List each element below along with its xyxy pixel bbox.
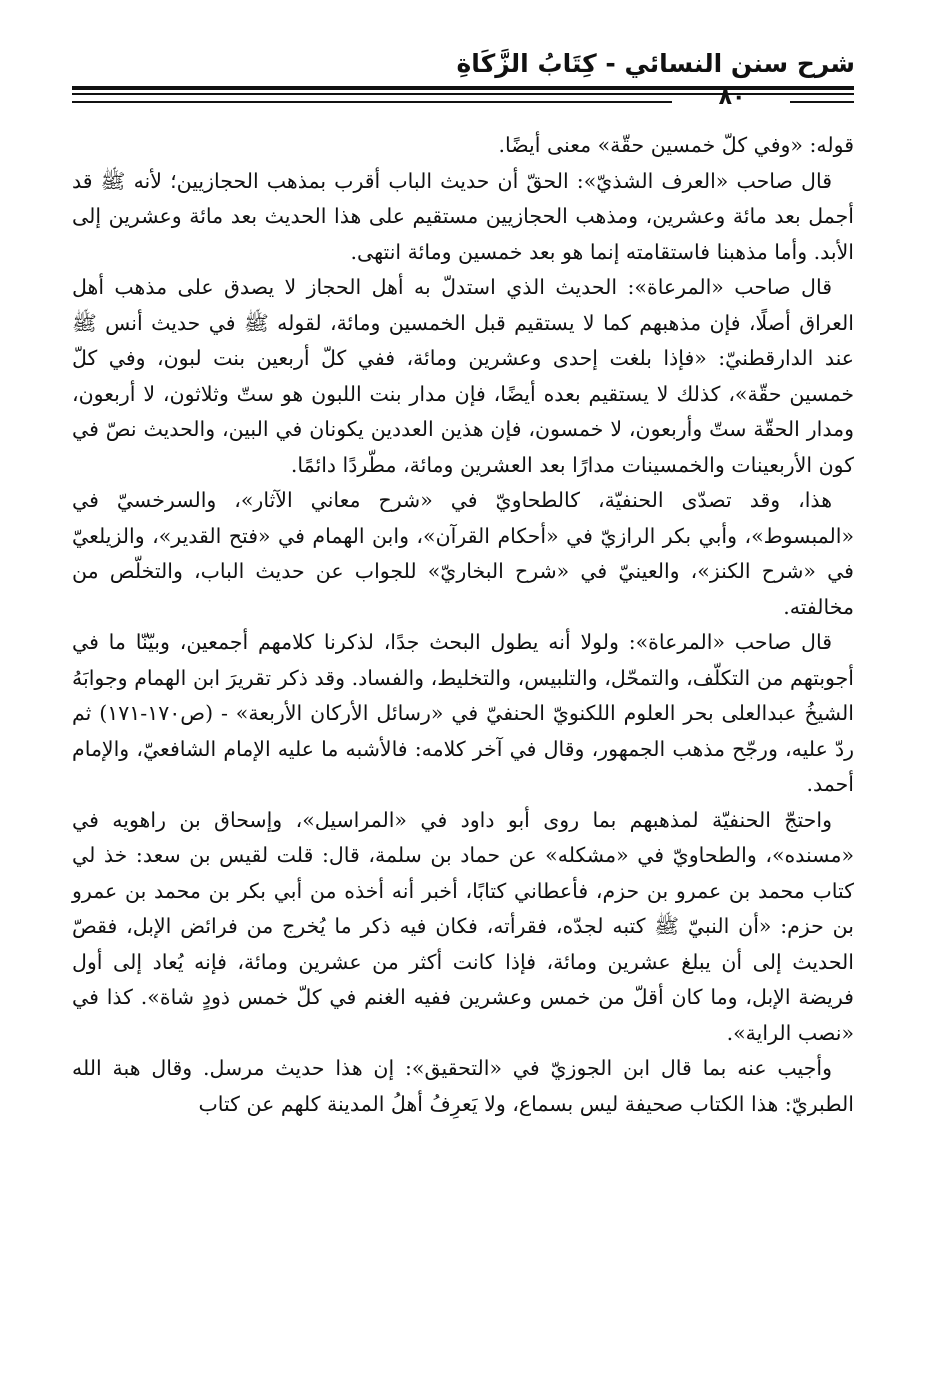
paragraph: واحتجّ الحنفيّة لمذهبهم بما روى أبو داود في «المراسيل»، وإسحاق بن راهويه في «مسنده»، والطحاويّ في «مشكله» عن حماد بن سلمة، قال: قلت لقيس بن سعد: خذ لي كتاب محمد بن عمرو بن حزم، فأعطاني كتابًا، أخبر أنه أخذه من أبي بكر بن محمد بن عمرو بن حزم: «أن النبيّ ﷺ كتبه لجدّه، فقرأته، فكان فيه ذكر ما يُخرج من فرائض الإبل، فقصّ الحديث إلى أن يبلغ عشرين ومائة، فإذا كانت أكثر من عشرين ومائة، فإنه يُعاد إلى أول فريضة الإبل، وما كان أقلّ من خمس وعشرين ففيه الغنم في كلّ خمس ذودٍ شاة». كذا في «نصب الراية». xyxy=(72,807,854,1045)
running-header-title: شرح سنن النسائي - كِتَابُ الزَّكَاةِ xyxy=(456,49,855,78)
page-number: ٨٠ xyxy=(718,85,746,110)
header-rule-lower-right xyxy=(790,101,854,103)
paragraph: هذا، وقد تصدّى الحنفيّة، كالطحاويّ في «شرح معاني الآثار»، والسرخسيّ في «المبسوط»، وأبي بكر الرازيّ في «أحكام القرآن»، وابن الهمام في «فتح القدير»، والزيلعيّ في «شرح الكنز»، والعينيّ في «شرح البخاريّ» للجواب عن حديث الباب، والتخلّص من مخالفته. xyxy=(72,488,854,619)
body-text xyxy=(72,128,854,1122)
header-rule-lower-left xyxy=(72,101,672,103)
paragraph: قال صاحب «المرعاة»: ولولا أنه يطول البحث جدًا، لذكرنا كلامهم أجمعين، وبيّنّا ما في أجوبتهم من التكلّف، والتمحّل، والتلبيس، والتخليط، والفساد. وقد ذكر تقريرَ ابن الهمام وجوابَهُ الشيخُ عبدالعلى بحر العلوم اللكنويّ الحنفيّ في «رسائل الأركان الأربعة» - (ص١٧٠-١٧١) ثم ردّ عليه، ورجّح مذهب الجمهور، وقال في آخر كلامه: فالأشبه ما عليه الإمام الشافعيّ، والإمام أحمد. xyxy=(72,630,854,796)
paragraph: وأجيب عنه بما قال ابن الجوزيّ في «التحقيق»: إن هذا حديث مرسل. وقال هبة الله الطبريّ: هذا الكتاب صحيفة ليس بسماع، ولا يَعرِفُ أهلُ المدينة كلهم عن كتاب xyxy=(72,1056,854,1116)
paragraph: قوله: «وفي كلّ خمسين حقّة» معنى أيضًا. xyxy=(498,133,854,157)
paragraph: قال صاحب «العرف الشذيّ»: الحقّ أن حديث الباب أقرب بمذهب الحجازيين؛ لأنه ﷺ قد أجمل بعد مائة وعشرين، ومذهب الحجازيين مستقيم على هذا الحديث بعد مائة وعشرين إلى الأبد. وأما مذهبنا فاستقامته إنما هو بعد خمسين ومائة انتهى. xyxy=(72,168,854,264)
paragraph: قال صاحب «المرعاة»: الحديث الذي استدلّ به أهل الحجاز لا يصدق على مذهب أهل العراق أصلًا، فإن مذهبهم كما لا يستقيم قبل الخمسين ومائة، لقوله ﷺ في حديث أنس ﷺ عند الدارقطنيّ: «فإذا بلغت إحدى وعشرين ومائة، ففي كلّ أربعين بنت لبون، وفي كلّ خمسين حقّة»، كذلك لا يستقيم بعده أيضًا، فإن مدار بنت اللبون هو ستّ وثلاثون، لا أربعون، ومدار الحقّة ستّ وأربعون، لا خمسون، فإن هذين العددين يكونان في البين، والحديث نصّ في كون الأربعينات والخمسينات مدارًا بعد العشرين ومائة، مطّردًا دائمًا. xyxy=(72,275,854,477)
